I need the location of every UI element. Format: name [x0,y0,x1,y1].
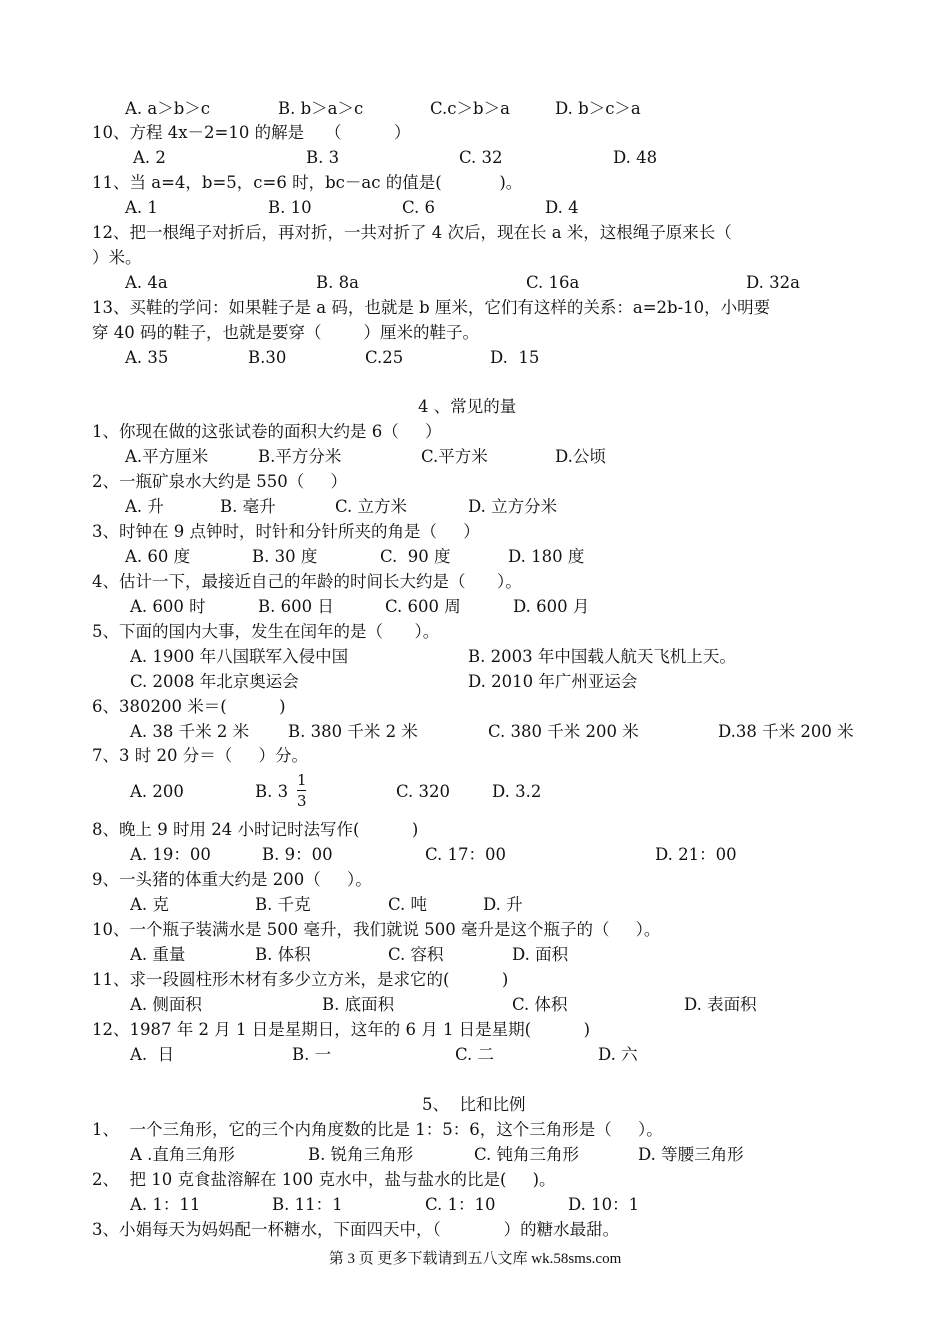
s4-q7-option-a: A. 200 [130,782,184,801]
q10-option-c: C. 32 [459,148,503,167]
s4-q11-option-a: A. 侧面积 [130,995,202,1014]
s5-q3-stem: 3、小娟每天为妈妈配一杯糖水，下面四天中，（ ）的糖水最甜。 [92,1220,620,1239]
q12-option-c: C. 16a [526,273,580,292]
s4-q7-option-b: B. 3 [255,782,289,801]
s4-q11-option-c: C. 体积 [512,995,568,1014]
s4-q3-option-c: C. 90 度 [380,547,451,566]
s4-q3-stem: 3、时钟在 9 点钟时，时针和分针所夹的角是（ ） [92,522,480,541]
s4-q7-option-d: D. 3.2 [492,782,542,801]
s4-q2-option-d: D. 立方分米 [468,497,558,516]
s4-q2-stem: 2、一瓶矿泉水大约是 550（ ） [92,472,347,491]
s4-q5-opt-d: D. 2010 年广州亚运会 [468,672,638,691]
s4-q6-option-c: C. 380 千米 200 米 [488,722,639,741]
s4-q12-option-b: B. 一 [292,1045,332,1064]
fraction-denominator: 3 [297,792,307,810]
s4-q6-option-b: B. 380 千米 2 米 [288,722,418,741]
q12-option-a: A. 4a [125,273,168,292]
fraction-bar [297,790,306,791]
s5-q2-option-a: A. 1：11 [130,1195,201,1214]
s5-q1-option-a: A .直角三角形 [130,1145,235,1164]
section5-title: 5、 比和比例 [422,1095,526,1114]
s5-q1-stem: 1、 一个三角形，它的三个内角度数的比是 1：5：6，这个三角形是（ ）。 [92,1120,663,1139]
s4-q3-option-b: B. 30 度 [252,547,318,566]
s4-q8-stem: 8、晚上 9 时用 24 小时记时法写作( ) [92,820,419,839]
s4-q8-option-c: C. 17：00 [425,845,507,864]
s4-q5-opt-c: C. 2008 年北京奥运会 [130,672,299,691]
s4-q7-stem: 7、3 时 20 分＝（ ）分。 [92,746,308,765]
s4-q4-option-d: D. 600 月 [513,597,590,616]
q12-option-d: D. 32a [746,273,800,292]
q10-option-d: D. 48 [613,148,658,167]
s4-q9-option-b: B. 千克 [255,895,311,914]
s4-q9-option-a: A. 克 [130,895,169,914]
s4-q2-option-b: B. 毫升 [220,497,276,516]
q13-option-a: A. 35 [125,348,169,367]
s5-q1-option-b: B. 锐角三角形 [308,1145,414,1164]
s5-q1-option-d: D. 等腰三角形 [638,1145,744,1164]
s4-q10-option-c: C. 容积 [388,945,444,964]
s4-q5-opt-b: B. 2003 年中国载人航天飞机上天。 [468,647,736,666]
q10-option-a: A. 2 [133,148,166,167]
s5-q2-option-d: D. 10：1 [568,1195,640,1214]
s4-q11-option-b: B. 底面积 [322,995,395,1014]
s4-q12-option-d: D. 六 [598,1045,638,1064]
s4-q2-option-c: C. 立方米 [335,497,408,516]
s4-q9-option-c: C. 吨 [388,895,428,914]
s4-q4-option-c: C. 600 周 [385,597,461,616]
s5-q2-option-c: C. 1：10 [425,1195,496,1214]
s4-q11-stem: 11、求一段圆柱形木材有多少立方米，是求它的( ) [92,970,509,989]
q13-line1: 13、买鞋的学问：如果鞋子是 a 码，也就是 b 厘米，它们有这样的关系：a=2b-10，小明要 [92,298,771,317]
s4-q8-option-d: D. 21：00 [655,845,737,864]
q12-line1: 12、把一根绳子对折后，再对折，一共对折了 4 次后，现在长 a 米，这根绳子原来长（ [92,223,732,242]
s4-q9-stem: 9、一头猪的体重大约是 200（ ）。 [92,870,372,889]
s4-q2-option-a: A. 升 [125,497,164,516]
q12-option-b: B. 8a [316,273,359,292]
s4-q7-option-c: C. 320 [396,782,451,801]
s4-q12-option-c: C. 二 [455,1045,495,1064]
s4-q6-option-d: D.38 千米 200 米 [718,722,854,741]
q10-option-b: B. 3 [306,148,340,167]
s4-q4-stem: 4、估计一下，最接近自己的年龄的时间长大约是（ ）。 [92,572,522,591]
q9-option-b: B. b＞a＞c [278,99,364,118]
q11-option-c: C. 6 [402,198,436,217]
s4-q1-option-a: A.平方厘米 [125,447,209,466]
q9-option-d: D. b＞c＞a [555,99,641,118]
s4-q10-option-b: B. 体积 [255,945,311,964]
s4-q12-option-a: A. 日 [130,1045,175,1064]
s4-q6-option-a: A. 38 千米 2 米 [130,722,250,741]
s5-q1-option-c: C. 钝角三角形 [474,1145,580,1164]
s4-q1-option-b: B.平方分米 [258,447,342,466]
s4-q4-option-b: B. 600 日 [258,597,334,616]
fraction-numerator: 1 [297,771,307,789]
q13-option-b: B.30 [248,348,287,367]
section4-title: 4 、常见的量 [418,397,517,416]
s4-q6-stem: 6、380200 米＝( ) [92,697,286,716]
s4-q11-option-d: D. 表面积 [684,995,757,1014]
q13-option-d: D. 15 [490,348,540,367]
s4-q8-option-a: A. 19：00 [130,845,211,864]
q11-option-b: B. 10 [268,198,312,217]
s4-q1-option-c: C.平方米 [421,447,488,466]
s4-q1-option-d: D.公顷 [555,447,606,466]
s4-q10-stem: 10、一个瓶子装满水是 500 毫升，我们就说 500 毫升是这个瓶子的（ ）。 [92,920,661,939]
s4-q10-option-d: D. 面积 [512,945,569,964]
s4-q12-stem: 12、1987 年 2 月 1 日是星期日，这年的 6 月 1 日是星期( ) [92,1020,591,1039]
s4-q3-option-d: D. 180 度 [508,547,585,566]
q9-option-a: A. a＞b＞c [125,99,211,118]
s4-q7-option-b-fraction [297,771,307,810]
s4-q3-option-a: A. 60 度 [125,547,191,566]
q9-option-c: C.c＞b＞a [430,99,510,118]
s4-q10-option-a: A. 重量 [130,945,186,964]
q10-stem: 10、方程 4x－2=10 的解是 [92,123,305,142]
q11-option-d: D. 4 [545,198,579,217]
q10-blank: （ ） [325,123,411,142]
q11-stem: 11、当 a=4，b=5，c=6 时，bc－ac 的值是( )。 [92,173,523,192]
q11-option-a: A. 1 [125,198,158,217]
s4-q1-stem: 1、你现在做的这张试卷的面积大约是 6（ ） [92,422,442,441]
s5-q2-option-b: B. 11：1 [272,1195,343,1214]
q13-option-c: C.25 [365,348,404,367]
s4-q5-opt-a: A. 1900 年八国联军入侵中国 [130,647,349,666]
s4-q4-option-a: A. 600 时 [130,597,206,616]
s5-q2-stem: 2、 把 10 克食盐溶解在 100 克水中，盐与盐水的比是( )。 [92,1170,556,1189]
q12-line2: ）米。 [92,248,142,267]
q13-line2: 穿 40 码的鞋子，也就是要穿（ ）厘米的鞋子。 [92,323,479,342]
s4-q9-option-d: D. 升 [483,895,523,914]
s4-q5-stem: 5、下面的国内大事，发生在闰年的是（ ）。 [92,622,440,641]
s4-q8-option-b: B. 9：00 [262,845,333,864]
page-footer: 第 3 页 更多下载请到五八文库 wk.58sms.com [328,1251,622,1267]
